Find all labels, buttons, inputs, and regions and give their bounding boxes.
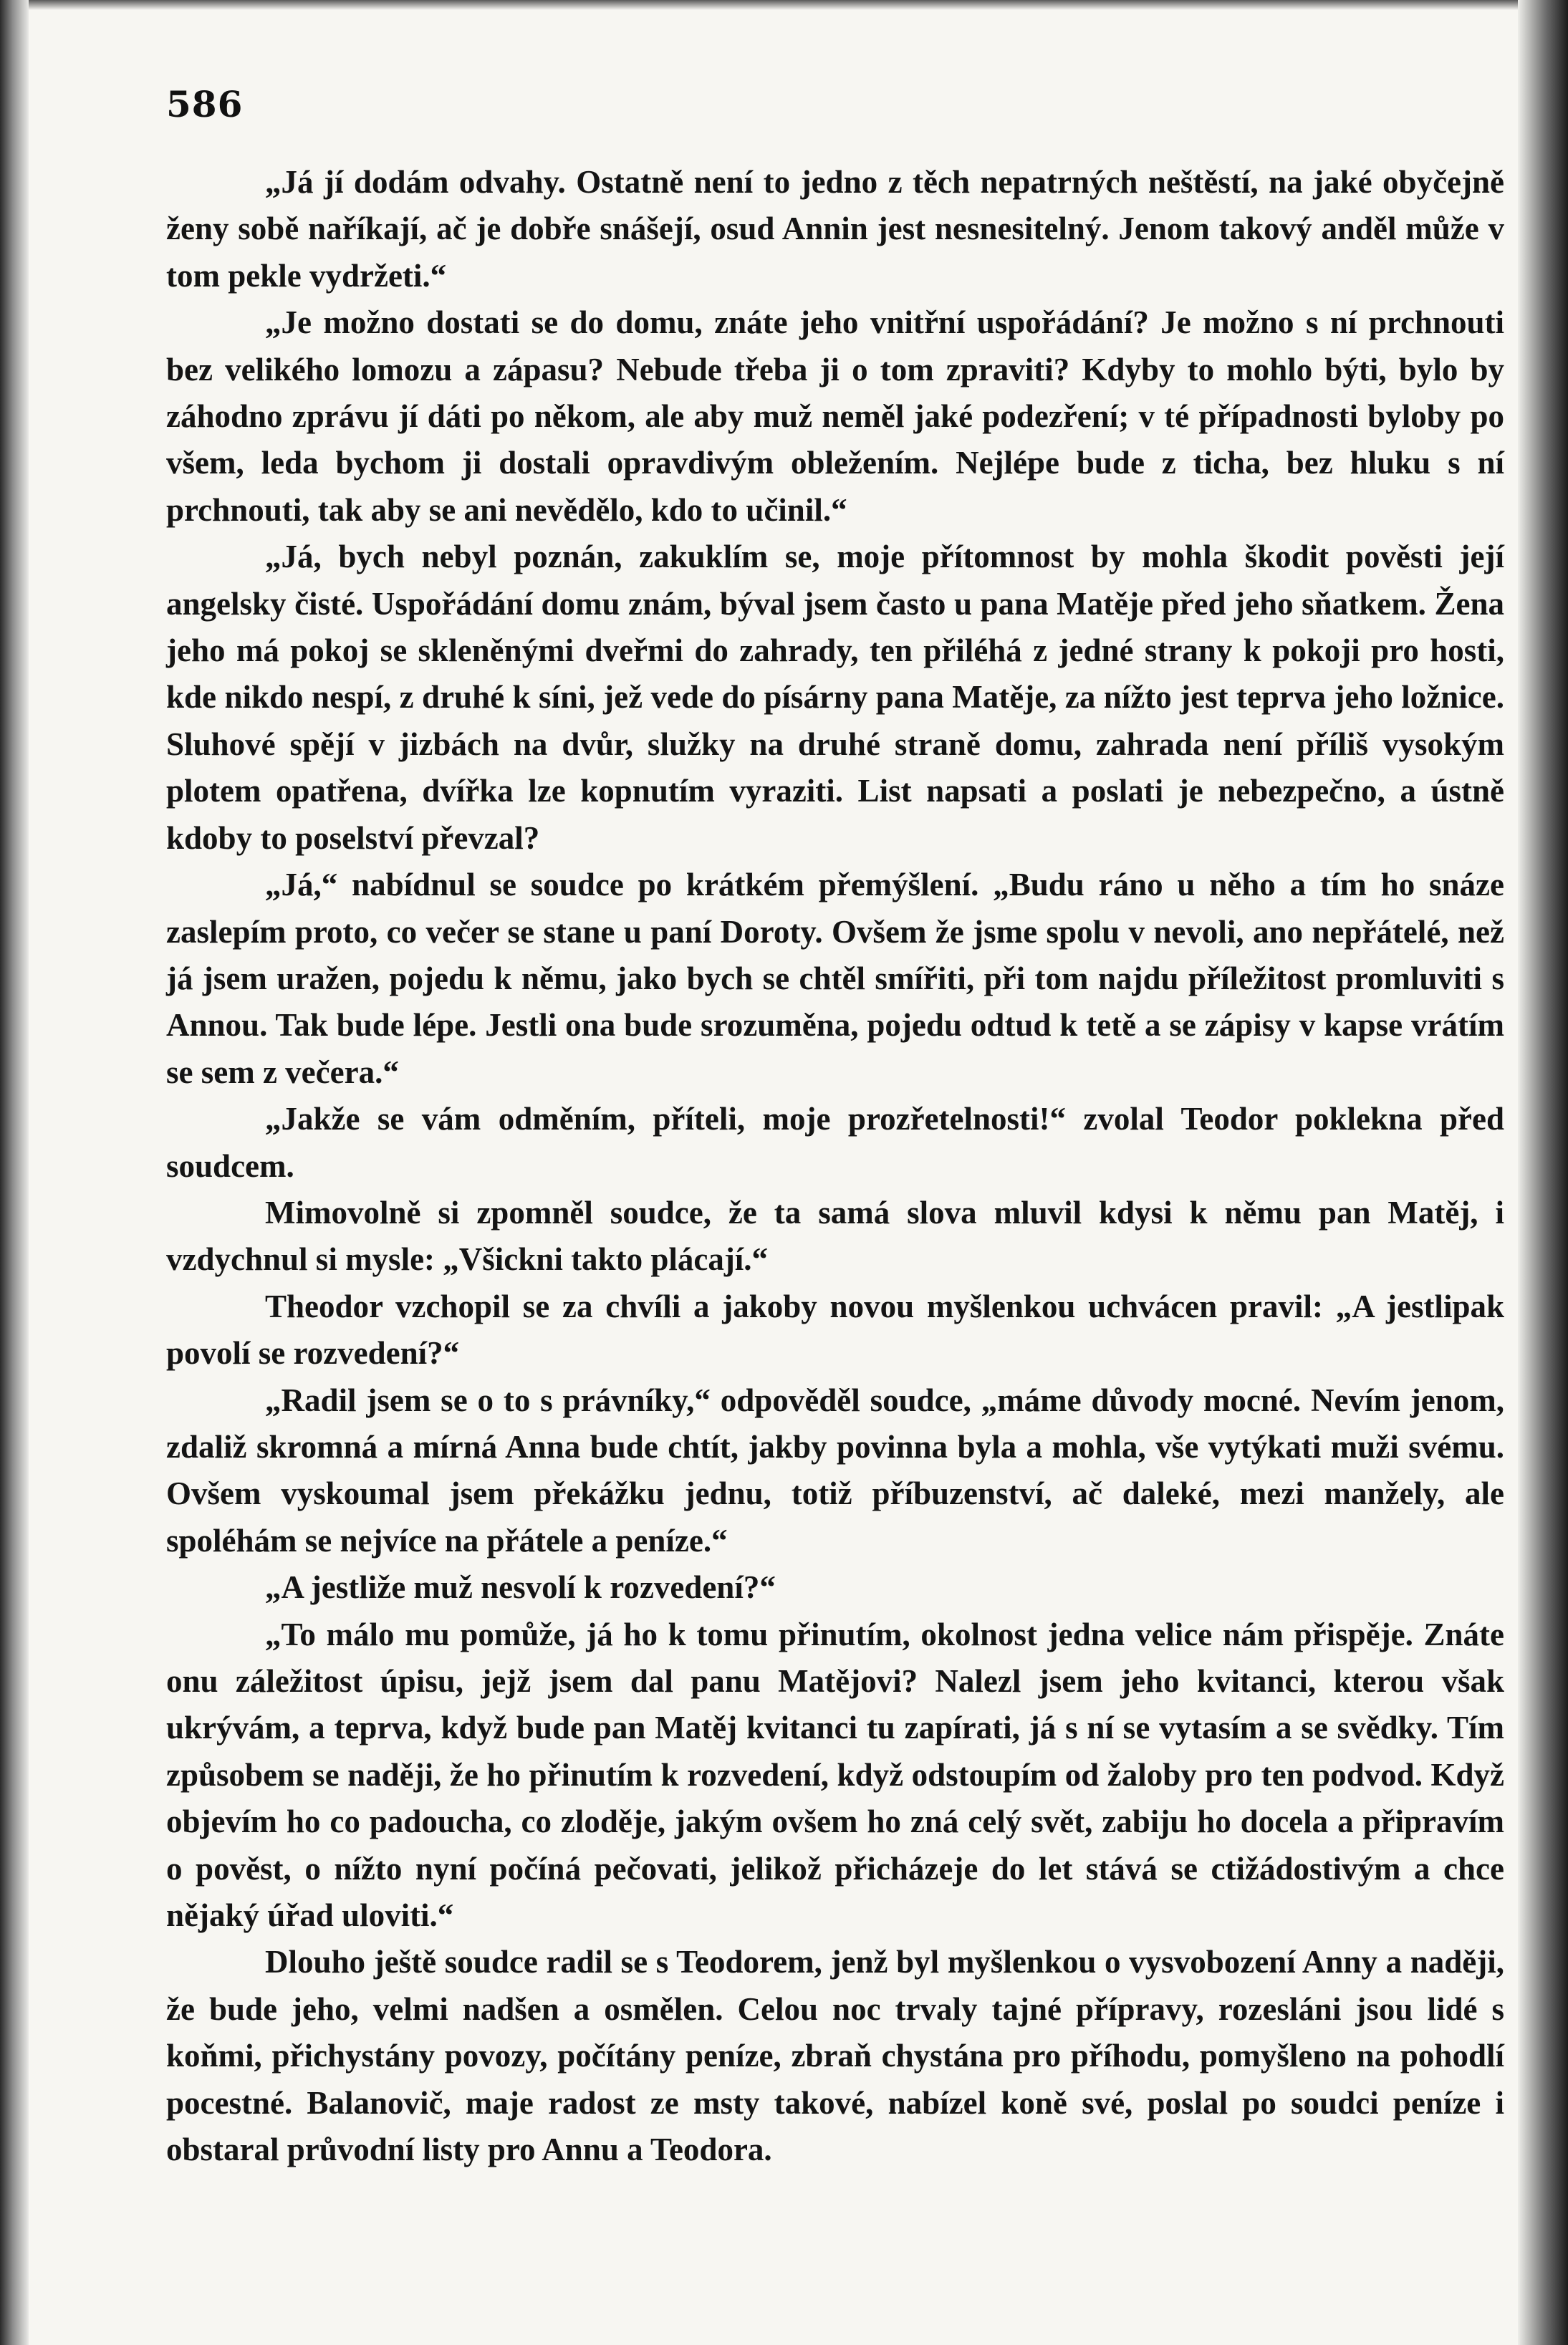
page-top-shadow [0, 0, 1568, 10]
page-left-edge [0, 0, 29, 2345]
paragraph-11: Dlouho ještě soudce radil se s Teodorem, jenž byl myšlenkou o vysvobození Anny a naději, že bude jeho, velmi nadšen a osmělen. Celou noc trvaly tajné přípravy, rozesláni jsou lidé s koňmi, přichystány povozy, počítány peníze, zbraň chystána pro příhodu, pomyšleno na pohodlí pocestné. Balanovič, maje radost ze msty takové, nabízel koně své, poslal po soudci peníze i obstaral průvodní listy pro Annu a Teodora. [166, 1944, 1504, 2168]
paragraph-2: „Je možno dostati se do domu, znáte jeho vnitřní uspořádání? Je možno s ní prchnouti bez velikého lomozu a zápasu? Nebude třeba ji o tom zpraviti? Kdyby to mohlo býti, bylo by záhodno zprávu jí dáti po někom, ale aby muž neměl jaké podezření; v té případnosti byloby po všem, leda bychom ji dostali opravdivým obležením. Nejlépe bude z ticha, bez hluku s ní prchnouti, tak aby se ani nevědělo, kdo to učinil.“ [166, 304, 1504, 528]
page-right-edge [1518, 0, 1568, 2345]
page-number: 586 [166, 83, 244, 125]
paragraph-4: „Já,“ nabídnul se soudce po krátkém přemýšlení. „Budu ráno u něho a tím ho snáze zaslepím proto, co večer se stane u paní Doroty. Ovšem že jsme spolu v nevoli, ano nepřátelé, než já jsem uražen, pojedu k němu, jako bych se chtěl smířiti, při tom najdu příležitost promluviti s Annou. Tak bude lépe. Jestli ona bude srozuměna, pojedu odtud k tetě a se zápisy v kapse vrátím se sem z večera.“ [166, 867, 1504, 1090]
paragraph-3: „Já, bych nebyl poznán, zakuklím se, moje přítomnost by mohla škodit pověsti její angelsky čisté. Uspořádání domu znám, býval jsem často u pana Matěje před jeho sňatkem. Žena jeho má pokoj se skleněnými dveřmi do zahrady, ten přiléhá z jedné strany k pokoji pro hosti, kde nikdo nespí, z druhé k síni, jež vede do písárny pana Matěje, za nížto jest teprva jeho ložnice. Sluhové spějí v jizbách na dvůr, služky na druhé straně domu, zahrada není příliš vysokým plotem opatřena, dvířka lze kopnutím vyraziti. List napsati a poslati je nebezpečno, a ústně kdoby to poselství převzal? [166, 539, 1504, 856]
body-text [166, 159, 1504, 2173]
paragraph-1: „Já jí dodám odvahy. Ostatně není to jedno z těch nepatrných neštěstí, na jaké obyčejně ženy sobě naříkají, ač je dobře snášejí, osud Annin jest nesnesitelný. Jenom takový anděl může v tom pekle vydržeti.“ [166, 164, 1504, 294]
paragraph-5: „Jakže se vám odměním, příteli, moje prozřetelnosti!“ zvolal Teodor poklekna před soudcem. [166, 1101, 1504, 1184]
paragraph-6: Mimovolně si zpomněl soudce, že ta samá slova mluvil kdysi k němu pan Matěj, i vzdychnul si mysle: „Všickni takto plácají.“ [166, 1194, 1504, 1278]
paragraph-7: Theodor vzchopil se za chvíli a jakoby novou myšlenkou uchvácen pravil: „A jestlipak povolí se rozvedení?“ [166, 1288, 1504, 1372]
paragraph-10: „To málo mu pomůže, já ho k tomu přinutím, okolnost jedna velice nám přispěje. Znáte onu záležitost úpisu, jejž jsem dal panu Matějovi? Nalezl jsem jeho kvitanci, kterou však ukrývám, a teprva, když bude pan Matěj kvitanci tu zapírati, já s ní se vytasím a se svědky. Tím způsobem se naději, že ho přinutím k rozvedení, když odstoupím od žaloby pro ten podvod. Když objevím ho co padoucha, co zloděje, jakým ovšem ho zná celý svět, zabiju ho docela a připravím o pověst, o nížto nyní počíná pečovati, jelikož přicházeje do let stává se ctižádostivým a chce nějaký úřad uloviti.“ [166, 1616, 1504, 1934]
paragraph-9: „A jestliže muž nesvolí k rozvedení?“ [265, 1569, 776, 1606]
paragraph-8: „Radil jsem se o to s právníky,“ odpověděl soudce, „máme důvody mocné. Nevím jenom, zdaliž skromná a mírná Anna bude chtít, jakby povinna byla a mohla, vše vytýkati muži svému. Ovšem vyskoumal jsem překážku jednu, totiž příbuzenství, ač daleké, mezi manžely, ale spoléhám se nejvíce na přátele a peníze.“ [166, 1382, 1504, 1559]
